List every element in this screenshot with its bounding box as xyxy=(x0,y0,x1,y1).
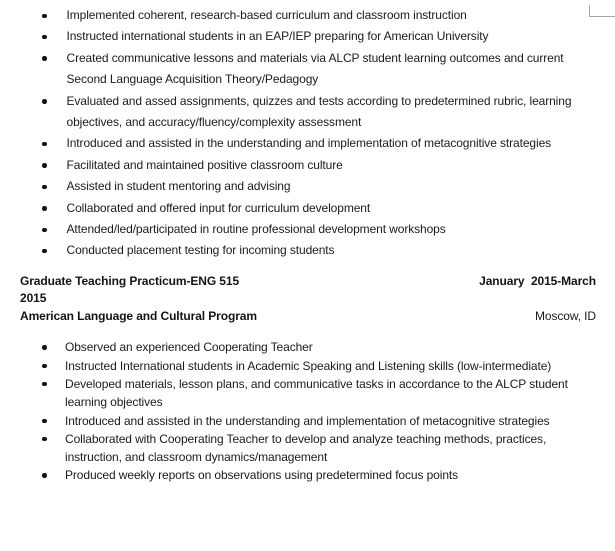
bullet-list-item xyxy=(42,26,615,47)
bullet-item-text: Instructed international students in an EAP/IEP preparing for American University xyxy=(66,29,489,44)
bullet-item-text: Introduced and assisted in the understanding and implementation of metacognitive strategies xyxy=(66,136,552,151)
bullet-icon xyxy=(42,56,47,61)
bullet-icon xyxy=(42,228,47,233)
bullet-icon xyxy=(42,473,47,478)
bullet-icon xyxy=(42,35,47,40)
bullet-item-text: Collaborated and offered input for curriculum development xyxy=(66,200,371,215)
bullet-icon xyxy=(42,206,47,211)
bullet-item-text: Created communicative lessons and materials via ALCP student learning outcomes and current Second Language Acquisition Theory/Pedagogy xyxy=(66,50,564,87)
bullet-icon xyxy=(42,14,47,19)
date-range-part2: 2015 xyxy=(20,291,47,306)
bullet-list-item xyxy=(42,198,615,219)
bullet-list-item xyxy=(42,375,615,412)
bullet-item-text: Implemented coherent, research-based curriculum and classroom instruction xyxy=(66,8,467,22)
bullet-icon xyxy=(42,142,47,147)
bullet-item-text: Evaluated and assed assignments, quizzes and tests according to predetermined rubric, learning objectives, and accuracy/fluency/complexity assessment xyxy=(66,93,572,130)
heading-row-org-location xyxy=(20,308,596,326)
bullet-list-item xyxy=(42,91,615,134)
course-title: Graduate Teaching Practicum-ENG 515 xyxy=(20,273,240,288)
experience-bullet-list-practicum xyxy=(0,338,615,484)
organization-name: American Language and Cultural Program xyxy=(20,308,257,323)
bullet-item-text: Collaborated with Cooperating Teacher to develop and analyze teaching methods, practices, instruction, and classroom dynamics/management xyxy=(65,431,547,465)
bullet-icon xyxy=(42,99,47,104)
bullet-item-text: Conducted placement testing for incoming students xyxy=(66,243,335,258)
bullet-item-text: Developed materials, lesson plans, and communicative tasks in accordance to the ALCP student learning objectives xyxy=(65,376,568,410)
bullet-icon xyxy=(42,185,47,190)
bullet-list-item xyxy=(42,338,615,356)
experience-bullet-list-current xyxy=(0,5,615,262)
bullet-list-item xyxy=(42,219,615,240)
bullet-item-text: Introduced and assisted in the understanding and implementation of metacognitive strategies xyxy=(65,413,550,428)
bullet-item-text: Produced weekly reports on observations using predetermined focus points xyxy=(65,468,459,483)
practicum-heading xyxy=(20,273,596,326)
bullet-icon xyxy=(42,419,47,424)
bullet-list-item xyxy=(42,176,615,197)
bullet-list-item xyxy=(42,5,615,26)
bullet-item-text: Facilitated and maintained positive classroom culture xyxy=(66,157,343,172)
bullet-list-item xyxy=(42,430,615,467)
bullet-list-item xyxy=(42,412,615,430)
textbox-corner-border xyxy=(589,5,615,17)
bullet-icon xyxy=(42,364,47,369)
bullet-list-item xyxy=(42,357,615,375)
bullet-list-item xyxy=(42,133,615,154)
location: Moscow, ID xyxy=(534,308,596,323)
bullet-list-item xyxy=(42,466,615,484)
bullet-list-item xyxy=(42,155,615,176)
heading-row-date-wrap xyxy=(20,290,596,308)
date-range-part1: January 2015-March xyxy=(479,273,596,288)
bullet-item-text: Instructed International students in Academic Speaking and Listening skills (low-intermediate) xyxy=(65,358,552,373)
bullet-item-text: Assisted in student mentoring and advising xyxy=(66,179,291,194)
bullet-icon xyxy=(42,163,47,168)
bullet-icon xyxy=(42,382,47,387)
bullet-icon xyxy=(42,249,47,254)
bullet-icon xyxy=(42,345,47,350)
bullet-item-text: Observed an experienced Cooperating Teacher xyxy=(65,340,313,355)
document-page xyxy=(0,5,615,551)
heading-row-course-date xyxy=(20,273,596,291)
bullet-item-text: Attended/led/participated in routine professional development workshops xyxy=(66,222,446,237)
bullet-list-item xyxy=(42,240,615,261)
bullet-list-item xyxy=(42,48,615,91)
bullet-icon xyxy=(42,437,47,442)
